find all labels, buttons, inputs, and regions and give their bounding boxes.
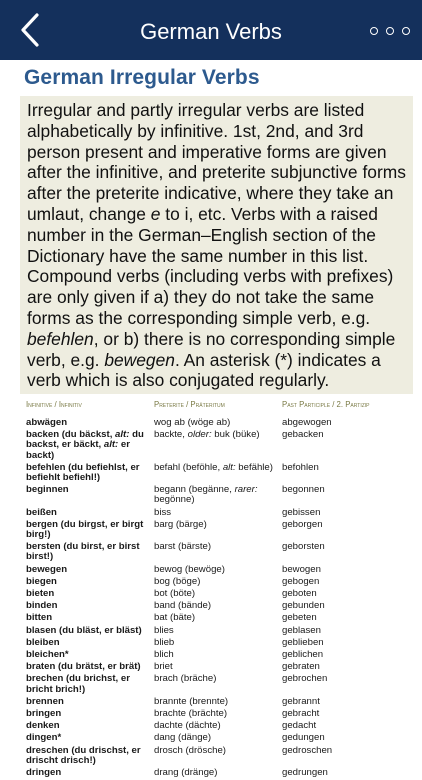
cell-preterite [154,650,282,660]
cell-text: drosch (drösche) [154,744,226,756]
cell-text: bersten (du birst, er birst birst!) [26,541,140,563]
table-row [26,768,418,778]
cell-preterite [154,662,282,672]
cell-text: begönne) [154,494,195,506]
cell-text: bog (böge) [154,575,201,587]
column-header-preterite: Preterite / Präteritum [154,400,225,409]
table-row [26,589,418,599]
cell-infinitive [26,508,154,518]
cell-text: backte, [154,429,188,441]
cell-preterite [154,638,282,648]
cell-infinitive [26,565,154,575]
cell-infinitive [26,709,154,719]
cell-infinitive [26,577,154,587]
cell-infinitive [26,746,154,766]
cell-participle: gebogen [282,575,320,587]
cell-preterite [154,721,282,731]
cell-preterite [154,626,282,636]
cell-text: du backst, er bäckt, [26,429,144,451]
cell-preterite [154,709,282,719]
table-row [26,418,418,428]
cell-infinitive [26,542,154,562]
cell-participle: geblichen [282,649,324,661]
cell-text: dachte (dächte) [154,720,221,732]
intro-text: to i, etc. Verbs with a raised number in the German–English section of the Dictionary have the same number in this list. Compound verbs (including verbs with prefixes) are only given if a) they do not take the same forms as the corresponding simple verb, e.g. [27,203,394,328]
cell-text: beißen [26,506,57,518]
intro-paragraph [20,96,413,394]
cell-text: blies [154,624,174,636]
table-body [26,418,418,778]
nav-title: German Verbs [140,19,282,44]
cell-participle: geblasen [282,624,321,636]
cell-participle: gebrochen [282,673,328,685]
cell-text: bleichen* [26,649,69,661]
cell-text: band (bände) [154,600,212,612]
table-row [26,709,418,719]
cell-participle: gebracht [282,708,320,720]
cell-text: brechen (du brichst, er bricht brich!) [26,673,130,695]
navigation-bar [0,0,422,60]
more-horizontal-icon [402,27,410,35]
cell-text: brennen [26,695,64,707]
cell-text: denken [26,720,60,732]
table-row [26,613,418,623]
cell-text: bewog (bewöge) [154,563,225,575]
cell-preterite [154,485,282,505]
cell-text: beginnen [26,484,69,496]
cell-preterite [154,697,282,707]
table-row [26,626,418,636]
cell-participle: geboten [282,588,317,600]
cell-text: braten (du brätst, er brät) [26,661,141,673]
intro-emphasis: e [150,203,161,224]
cell-text: bewegen [26,563,68,575]
cell-preterite [154,589,282,599]
cell-infinitive [26,520,154,540]
table-row [26,430,418,461]
cell-preterite [154,733,282,743]
table-row [26,577,418,587]
cell-text: bot (böte) [154,588,196,600]
cell-text: befahl (beföhle, [154,461,223,473]
table-row [26,520,418,540]
cell-preterite [154,601,282,611]
cell-infinitive [26,721,154,731]
cell-participle: befohlen [282,461,319,473]
cell-participle: gebunden [282,600,325,612]
cell-text: biss [154,506,172,518]
table-row [26,601,418,611]
cell-infinitive [26,485,154,505]
table-row [26,542,418,562]
cell-text: biegen [26,575,57,587]
cell-text: blasen (du bläst, er bläst) [26,624,142,636]
cell-text: er backt) [26,439,130,461]
cell-participle: gebissen [282,506,321,518]
cell-infinitive [26,626,154,636]
cell-text: drang (dränge) [154,767,218,779]
cell-preterite [154,463,282,483]
cell-infinitive [26,733,154,743]
cell-text: brachte (brächte) [154,708,228,720]
table-row [26,463,418,483]
cell-text: wog ab (wöge ab) [154,417,231,428]
cell-participle: geborsten [282,541,325,553]
cell-text: backen (du bäckst, [26,429,116,441]
cell-text: dreschen (du drischst, er drischt drisch!) [26,744,141,766]
chevron-left-icon [19,12,41,48]
cell-infinitive [26,418,154,428]
cell-participle: gedroschen [282,744,333,756]
cell-participle: begonnen [282,484,325,496]
cell-text: befehlen (du befiehlst, er befiehlt befiehl!) [26,461,140,484]
more-horizontal-icon [386,27,394,35]
cell-text: briet [154,661,173,673]
cell-preterite [154,613,282,623]
cell-infinitive [26,589,154,599]
table-row [26,662,418,672]
cell-preterite [154,418,282,428]
cell-note: alt: [222,461,236,473]
table-row [26,721,418,731]
cell-text: dringen [26,767,62,779]
cell-participle: gedrungen [282,767,328,779]
cell-preterite [154,542,282,562]
cell-infinitive [26,662,154,672]
cell-infinitive [26,697,154,707]
table-row [26,565,418,575]
cell-preterite [154,508,282,518]
table-row [26,485,418,505]
cell-text: bat (bäte) [154,612,196,624]
cell-note: rarer: [234,484,258,496]
cell-participle: geborgen [282,518,323,530]
cell-text: buk (büke) [211,429,260,441]
cell-preterite [154,577,282,587]
cell-text: bitten [26,612,53,624]
cell-participle: gebacken [282,429,324,441]
column-header-participle: Past Participle / 2. Partizip [282,400,370,409]
table-row [26,697,418,707]
cell-text: barst (bärste) [154,541,212,553]
table-row [26,674,418,694]
table-row [26,638,418,648]
cell-participle: abgewogen [282,417,332,428]
more-button[interactable] [370,18,410,44]
cell-preterite [154,430,282,461]
verb-table [26,398,418,780]
cell-text: begann (begänne, [154,484,235,496]
cell-note: alt: [115,429,130,441]
intro-text: , or b) there is no corresponding simple verb, e.g. [27,328,396,370]
cell-infinitive [26,674,154,694]
cell-participle: gedacht [282,720,317,732]
cell-note: alt: [103,439,119,451]
cell-participle: bewogen [282,563,321,575]
cell-participle: gebrannt [282,695,320,707]
cell-note: older: [187,429,212,441]
cell-text: bleiben [26,636,60,648]
cell-text: befähle) [235,461,273,473]
cell-text: barg (bärge) [154,518,207,530]
cell-text: bergen (du birgst, er birgt birg!) [26,518,144,541]
intro-example: bewegen [104,349,175,370]
cell-preterite [154,674,282,694]
cell-preterite [154,520,282,540]
table-row [26,508,418,518]
cell-participle: gebeten [282,612,317,624]
table-row [26,733,418,743]
cell-text: binden [26,600,58,612]
table-row [26,746,418,766]
intro-text: . An asterisk (*) indicates a verb which is also conjugated regularly. [27,349,381,391]
cell-infinitive [26,430,154,461]
cell-infinitive [26,463,154,483]
cell-infinitive [26,638,154,648]
column-header-infinitive: Infinitive / Infinitiv [26,400,82,409]
cell-preterite [154,768,282,778]
cell-text: brannte (brennte) [154,695,229,707]
cell-text: blich [154,649,174,661]
more-horizontal-icon [370,27,378,35]
cell-text: brach (bräche) [154,673,217,685]
cell-infinitive [26,650,154,660]
cell-text: dang (dänge) [154,732,212,744]
cell-preterite [154,565,282,575]
cell-text: abwägen [26,417,68,428]
cell-participle: gebraten [282,661,320,673]
cell-text: dingen* [26,732,62,744]
cell-text: bieten [26,588,55,600]
table-header [26,398,418,418]
intro-example: befehlen [27,328,94,349]
cell-participle: geblieben [282,636,324,648]
cell-text: bringen [26,708,62,720]
cell-infinitive [26,601,154,611]
table-row [26,650,418,660]
cell-text: blieb [154,636,175,648]
cell-preterite [154,746,282,766]
cell-infinitive [26,768,154,778]
cell-participle: gedungen [282,732,325,744]
cell-infinitive [26,613,154,623]
page-title: German Irregular Verbs [24,66,260,89]
intro-text: Irregular and partly irregular verbs are listed alphabetically by infinitive. 1st, 2nd, and 3rd person present and imperative forms are given after the infinitive, and preterite subjunctive forms after the preterite indicative, where they take an umlaut, change [27,100,406,224]
back-button[interactable] [10,10,50,50]
